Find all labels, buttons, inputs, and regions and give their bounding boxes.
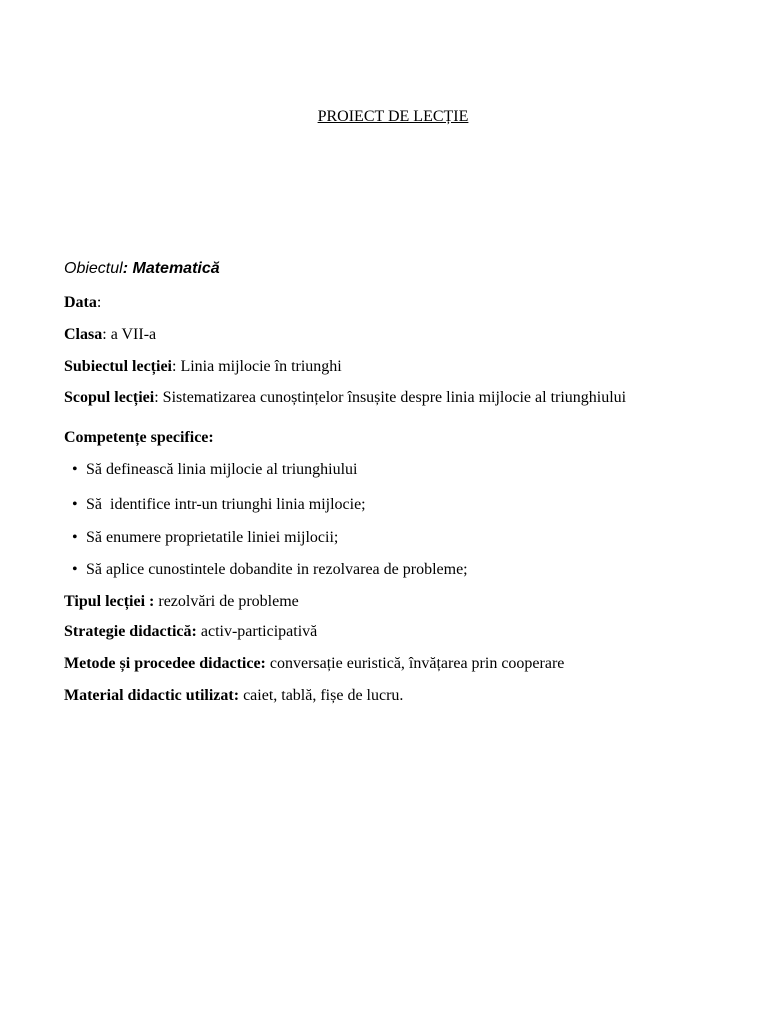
bullet-icon: • xyxy=(72,496,78,513)
field-scop-label: Scopul lecției xyxy=(64,389,155,406)
competenta-text: Să definească linia mijlocie al triunghiului xyxy=(86,461,358,478)
subject-label: Obiectul xyxy=(64,260,123,277)
competenta-item xyxy=(72,529,338,547)
field-subiect-label: Subiectul lecției xyxy=(64,358,172,375)
subject-separator: : xyxy=(122,260,133,277)
detail-tipul-label: Tipul lecției : xyxy=(64,593,155,610)
bullet-icon: • xyxy=(72,529,78,546)
detail-metode-value: conversație euristică, învățarea prin cooperare xyxy=(265,655,565,672)
field-scop xyxy=(64,389,626,407)
detail-material xyxy=(64,687,403,705)
field-clasa-value: a VII-a xyxy=(110,326,157,343)
detail-strategie-value: activ-participativă xyxy=(196,623,318,640)
field-clasa xyxy=(64,326,156,344)
field-clasa-suffix: : xyxy=(102,326,111,343)
competenta-item xyxy=(72,461,357,479)
competenta-text: Să identifice intr-un triunghi linia mijlocie; xyxy=(86,496,366,513)
detail-metode xyxy=(64,655,564,673)
field-data xyxy=(64,294,101,312)
bullet-icon: • xyxy=(72,561,78,578)
field-subiect-value: Linia mijlocie în triunghi xyxy=(180,358,342,375)
field-clasa-label: Clasa xyxy=(64,326,103,343)
subject-value: Matematică xyxy=(132,260,220,277)
field-subiect-suffix: : xyxy=(171,358,181,375)
competenta-item xyxy=(72,496,366,514)
page-title: PROIECT DE LECȚIE xyxy=(317,108,469,125)
field-scop-value: Sistematizarea cunoștințelor însușite despre linia mijlocie al triunghiului xyxy=(162,389,627,406)
bullet-icon: • xyxy=(72,461,78,478)
competenta-item xyxy=(72,561,468,579)
competente-heading-text: Competențe specifice: xyxy=(64,429,214,446)
detail-material-value: caiet, tablă, fișe de lucru. xyxy=(239,687,404,704)
detail-material-label: Material didactic utilizat: xyxy=(64,687,240,704)
competenta-text: Să aplice cunostintele dobandite in rezolvarea de probleme; xyxy=(86,561,468,578)
detail-metode-label: Metode și procedee didactice: xyxy=(64,655,266,672)
detail-tipul xyxy=(64,593,299,611)
competente-heading xyxy=(64,429,214,447)
field-scop-suffix: : xyxy=(154,389,163,406)
field-data-suffix: : xyxy=(96,294,102,311)
competenta-text: Să enumere proprietatile liniei mijlocii; xyxy=(86,529,339,546)
field-data-label: Data xyxy=(64,294,97,311)
field-subiect xyxy=(64,358,342,376)
detail-strategie-label: Strategie didactică: xyxy=(64,623,197,640)
subject-line xyxy=(64,260,220,278)
detail-tipul-value: rezolvări de probleme xyxy=(154,593,299,610)
detail-strategie xyxy=(64,623,317,641)
